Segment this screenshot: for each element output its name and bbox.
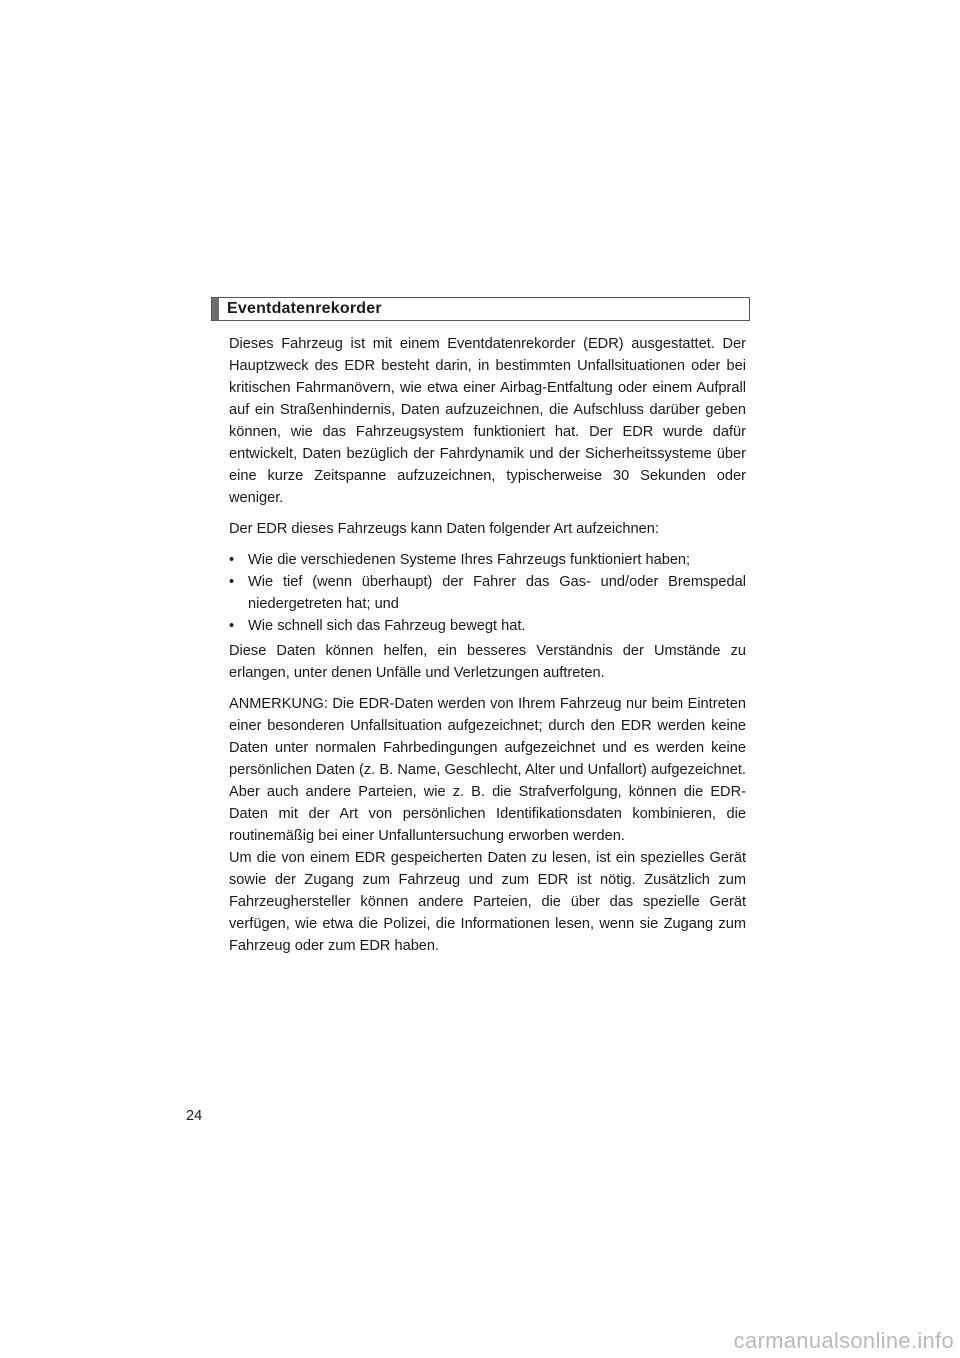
bullet-marker: • [229,618,235,634]
list-item-text: Wie tief (wenn überhaupt) der Fahrer das Gas- und/oder Bremspedal niedergetreten hat; und [248,574,746,612]
list-item [229,615,746,637]
content-body [229,333,746,957]
recorded-data-list [229,549,746,637]
bullet-marker: • [229,574,235,590]
paragraph-access: Um die von einem EDR gespeicherten Daten zu lesen, ist ein spezielles Gerät sowie der Zugang zum Fahrzeug und zum EDR ist nötig. Zusätzlich zum Fahrzeughersteller können andere Parteien, die über das spezielle Gerät verfügen, wie etwa die Polizei, die Informationen lesen, wenn sie Zugang zum Fahrzeug oder zum EDR haben. [229,850,746,954]
section-title: Eventdatenrekorder [227,300,382,317]
paragraph-record-intro: Der EDR dieses Fahrzeugs kann Daten folgender Art aufzeichnen: [229,521,659,537]
paragraph-intro: Dieses Fahrzeug ist mit einem Eventdatenrekorder (EDR) ausgestattet. Der Hauptzweck des EDR besteht darin, in bestimmten Unfallsituationen oder bei kritischen Fahrmanövern, wie etwa einer Airbag-Entfaltung oder einem Aufprall auf ein Straßenhindernis, Daten aufzuzeichnen, die Aufschluss darüber geben können, wie das Fahrzeugsystem funktioniert hat. Der EDR wurde dafür entwickelt, Daten bezüglich der Fahrdynamik und der Sicherheitssysteme über eine kurze Zeitspanne aufzuzeichnen, typischerweise 30 Sekunden oder weniger. [229,336,746,506]
list-item [229,549,746,571]
list-item-text: Wie schnell sich das Fahrzeug bewegt hat. [248,618,526,634]
list-item-text: Wie die verschiedenen Systeme Ihres Fahrzeugs funktioniert haben; [248,552,691,568]
paragraph-note: ANMERKUNG: Die EDR-Daten werden von Ihrem Fahrzeug nur beim Eintreten einer besonderen Unfallsituation aufgezeichnet; durch den EDR werden keine Daten unter normalen Fahrbedingungen aufgezeichnet und es werden keine persönlichen Daten (z. B. Name, Geschlecht, Alter und Unfallort) aufgezeichnet. Aber auch andere Parteien, wie z. B. die Strafverfolgung, können die EDR-Daten mit der Art von persönlichen Identifikationsdaten kombinieren, die routinemäßig bei einer Unfalluntersuchung erworben werden. [229,696,746,844]
paragraph-understanding: Diese Daten können helfen, ein besseres Verständnis der Umstände zu erlangen, unter denen Unfälle und Verletzungen auftreten. [229,643,746,681]
list-item [229,571,746,615]
watermark: carmanualsonline.info [733,1328,954,1353]
bullet-marker: • [229,552,235,568]
section-header [211,297,750,321]
section-header-accent-bar [212,298,219,320]
page-number: 24 [186,1108,203,1124]
